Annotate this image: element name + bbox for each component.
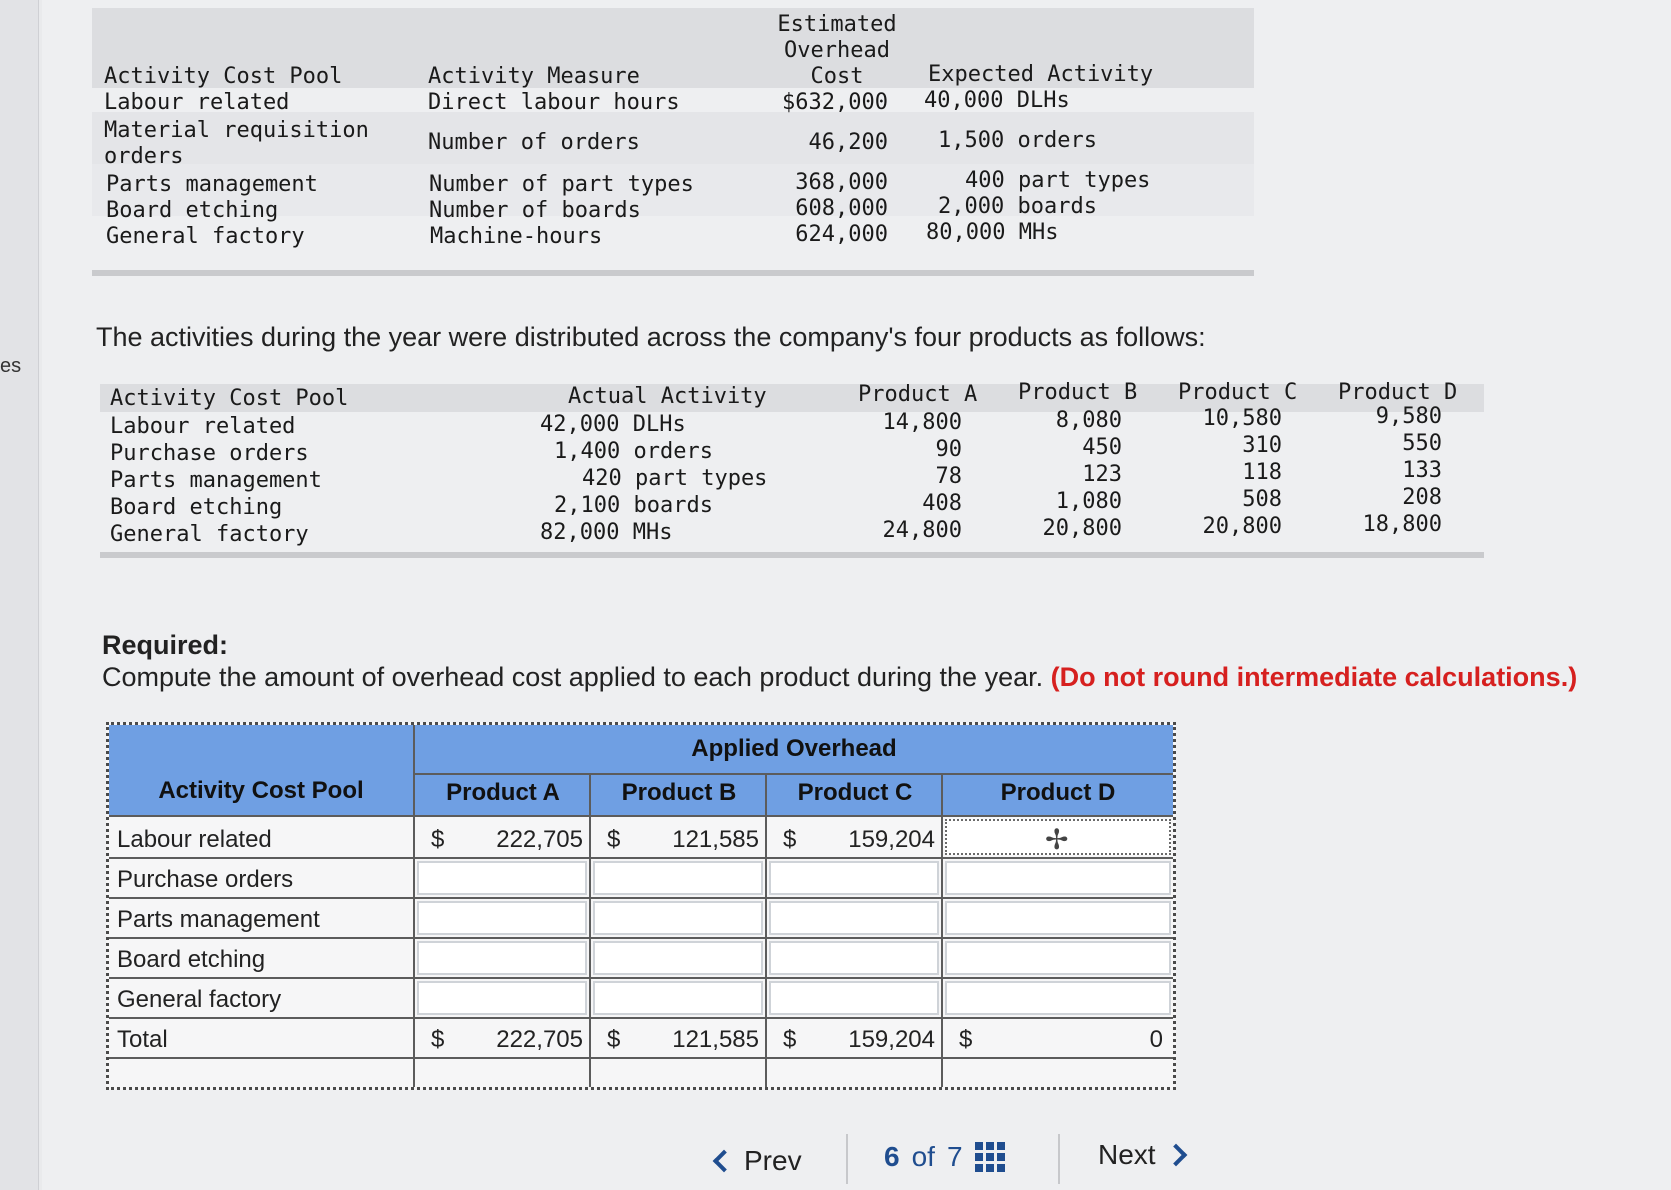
header-activity-cost-pool: Activity Cost Pool xyxy=(104,64,343,89)
page-total: 7 xyxy=(946,1141,963,1172)
next-button[interactable] xyxy=(1098,1130,1184,1180)
t2-b-parts: 123 xyxy=(1082,462,1122,487)
estimated-overhead-table xyxy=(92,8,1254,276)
page-of: of xyxy=(911,1141,935,1172)
currency-symbol: $ xyxy=(607,1026,621,1053)
t1-measure-board: Number of boards xyxy=(429,198,641,223)
t2-pool-general: General factory xyxy=(110,522,309,547)
t2-actual-board: 2,100 boards xyxy=(554,493,713,518)
general-product-c-input[interactable] xyxy=(769,981,939,1015)
t2-b-labour: 8,080 xyxy=(1055,408,1122,433)
page-indicator[interactable] xyxy=(884,1132,1005,1182)
t2-a-general: 24,800 xyxy=(882,518,962,543)
board-product-b-input[interactable] xyxy=(593,941,763,975)
header-activity-cost-pool-answer: Activity Cost Pool xyxy=(158,777,364,804)
t2-actual-purchase: 1,400 orders xyxy=(554,439,713,464)
t2-header-product-c: Product C xyxy=(1178,380,1298,405)
nav-divider xyxy=(1058,1134,1060,1184)
distribution-paragraph: The activities during the year were distributed across the company's four products as follows: xyxy=(96,322,1206,352)
labour-product-c-input[interactable]: 159,204 xyxy=(848,826,935,853)
applied-overhead-header: Applied Overhead xyxy=(691,735,897,762)
header-activity-measure: Activity Measure xyxy=(428,64,640,89)
required-note: (Do not round intermediate calculations.) xyxy=(1050,662,1578,692)
t1-cost-general: 624,000 xyxy=(795,222,888,247)
currency-symbol: $ xyxy=(431,1026,445,1053)
t2-c-general: 20,800 xyxy=(1202,514,1282,539)
next-label: Next xyxy=(1098,1139,1156,1170)
t1-measure-material: Number of orders xyxy=(428,130,640,155)
t1-measure-labour: Direct labour hours xyxy=(428,90,680,115)
board-product-a-input[interactable] xyxy=(417,941,587,975)
purchase-product-b-input[interactable] xyxy=(593,861,763,895)
t2-pool-parts: Parts management xyxy=(110,468,322,493)
t2-c-parts: 118 xyxy=(1242,460,1282,485)
prev-label: Prev xyxy=(744,1145,802,1176)
t2-header-product-b: Product B xyxy=(1018,380,1138,405)
t2-d-general: 18,800 xyxy=(1362,512,1442,537)
t2-a-parts: 78 xyxy=(935,464,962,489)
labour-product-d-input[interactable] xyxy=(945,819,1171,855)
total-product-c: 159,204 xyxy=(848,1026,935,1053)
purchase-product-c-input[interactable] xyxy=(769,861,939,895)
t2-d-labour: 9,580 xyxy=(1375,404,1442,429)
general-product-d-input[interactable] xyxy=(945,981,1171,1015)
t1-expected-material: 1,500 orders xyxy=(938,128,1097,153)
total-product-b: 121,585 xyxy=(672,1026,759,1053)
parts-product-c-input[interactable] xyxy=(769,901,939,935)
row-label-total: Total xyxy=(117,1026,168,1053)
chevron-right-icon xyxy=(1164,1144,1187,1167)
row-label-parts: Parts management xyxy=(117,906,320,933)
row-label-general: General factory xyxy=(117,986,282,1013)
t1-pool-labour: Labour related xyxy=(104,90,290,115)
t1-pool-general: General factory xyxy=(106,224,305,249)
left-sidebar-tab[interactable] xyxy=(0,0,39,1190)
t1-cost-board: 608,000 xyxy=(795,196,888,221)
t1-measure-parts: Number of part types xyxy=(429,172,694,197)
purchase-product-d-input[interactable] xyxy=(945,861,1171,895)
t1-expected-labour: 40,000 DLHs xyxy=(924,88,1070,113)
general-product-a-input[interactable] xyxy=(417,981,587,1015)
header-product-b-answer: Product B xyxy=(621,779,737,806)
t2-header-actual: Actual Activity xyxy=(568,384,767,409)
page-current: 6 xyxy=(884,1141,900,1172)
t1-measure-general: Machine-hours xyxy=(430,224,603,249)
t2-header-product-d: Product D xyxy=(1338,380,1458,405)
currency-symbol: $ xyxy=(959,1026,973,1053)
currency-symbol: $ xyxy=(607,826,621,853)
t2-pool-labour: Labour related xyxy=(110,414,296,439)
header-product-c-answer: Product C xyxy=(797,779,913,806)
purchase-product-a-input[interactable] xyxy=(417,861,587,895)
required-instruction: Compute the amount of overhead cost applied to each product during the year. xyxy=(102,662,1044,692)
general-product-b-input[interactable] xyxy=(593,981,763,1015)
applied-overhead-grid xyxy=(106,722,1176,1090)
header-product-a-answer: Product A xyxy=(446,779,560,806)
t2-c-labour: 10,580 xyxy=(1202,406,1282,431)
t2-c-purchase: 310 xyxy=(1242,433,1282,458)
t2-b-board: 1,080 xyxy=(1055,489,1122,514)
t1-expected-general: 80,000 MHs xyxy=(926,220,1059,245)
t1-pool-material-2: orders xyxy=(104,144,184,169)
chevron-left-icon xyxy=(713,1150,736,1173)
t2-d-parts: 133 xyxy=(1402,458,1442,483)
t1-pool-material: Material requisition xyxy=(104,118,369,143)
parts-product-a-input[interactable] xyxy=(417,901,587,935)
header-product-d-answer: Product D xyxy=(1000,779,1116,806)
row-label-purchase: Purchase orders xyxy=(117,866,294,893)
header-cost: Cost xyxy=(810,64,864,89)
t2-actual-labour: 42,000 DLHs xyxy=(540,412,686,437)
t2-a-purchase: 90 xyxy=(935,437,962,462)
t2-b-general: 20,800 xyxy=(1042,516,1122,541)
currency-symbol: $ xyxy=(783,826,797,853)
row-label-labour: Labour related xyxy=(117,826,272,853)
t2-b-purchase: 450 xyxy=(1082,435,1122,460)
plus-cursor-icon: ✢ xyxy=(1045,824,1069,855)
t1-expected-board: 2,000 boards xyxy=(938,194,1097,219)
header-estimated: Estimated xyxy=(777,12,897,37)
parts-product-b-input[interactable] xyxy=(593,901,763,935)
currency-symbol: $ xyxy=(431,826,445,853)
grid-view-icon xyxy=(975,1142,1005,1172)
t2-a-labour: 14,800 xyxy=(882,410,962,435)
t1-cost-parts: 368,000 xyxy=(795,170,888,195)
total-product-a: 222,705 xyxy=(496,1026,583,1053)
nav-divider xyxy=(846,1134,848,1184)
labour-product-b-input[interactable]: 121,585 xyxy=(672,826,759,853)
required-heading: Required: xyxy=(102,630,229,660)
t1-cost-material: 46,200 xyxy=(808,130,888,155)
board-product-c-input[interactable] xyxy=(769,941,939,975)
t2-actual-parts: 420 part types xyxy=(582,466,768,491)
required-text xyxy=(102,662,1577,693)
t1-pool-board: Board etching xyxy=(106,198,279,223)
t2-pool-board: Board etching xyxy=(110,495,283,520)
header-overhead: Overhead xyxy=(784,38,890,63)
t2-pool-purchase: Purchase orders xyxy=(110,441,309,466)
board-product-d-input[interactable] xyxy=(945,941,1171,975)
t1-pool-parts: Parts management xyxy=(106,172,318,197)
t2-d-board: 208 xyxy=(1402,485,1442,510)
t2-actual-general: 82,000 MHs xyxy=(540,520,673,545)
header-expected-activity: Expected Activity xyxy=(928,62,1154,87)
actual-activity-table xyxy=(100,380,1484,580)
t1-cost-labour: $632,000 xyxy=(782,90,888,115)
t2-d-purchase: 550 xyxy=(1402,431,1442,456)
sidebar-label: es xyxy=(0,355,22,377)
t1-expected-parts: 400 part types xyxy=(965,168,1151,193)
t2-c-board: 508 xyxy=(1242,487,1282,512)
total-product-d: 0 xyxy=(1149,1026,1163,1053)
currency-symbol: $ xyxy=(783,1026,797,1053)
row-label-board: Board etching xyxy=(117,946,266,973)
labour-product-a-input[interactable]: 222,705 xyxy=(496,826,583,853)
prev-button[interactable] xyxy=(716,1136,802,1186)
parts-product-d-input[interactable] xyxy=(945,901,1171,935)
t2-header-product-a: Product A xyxy=(858,382,978,407)
t2-header-pool: Activity Cost Pool xyxy=(110,386,349,411)
t2-a-board: 408 xyxy=(922,491,962,516)
